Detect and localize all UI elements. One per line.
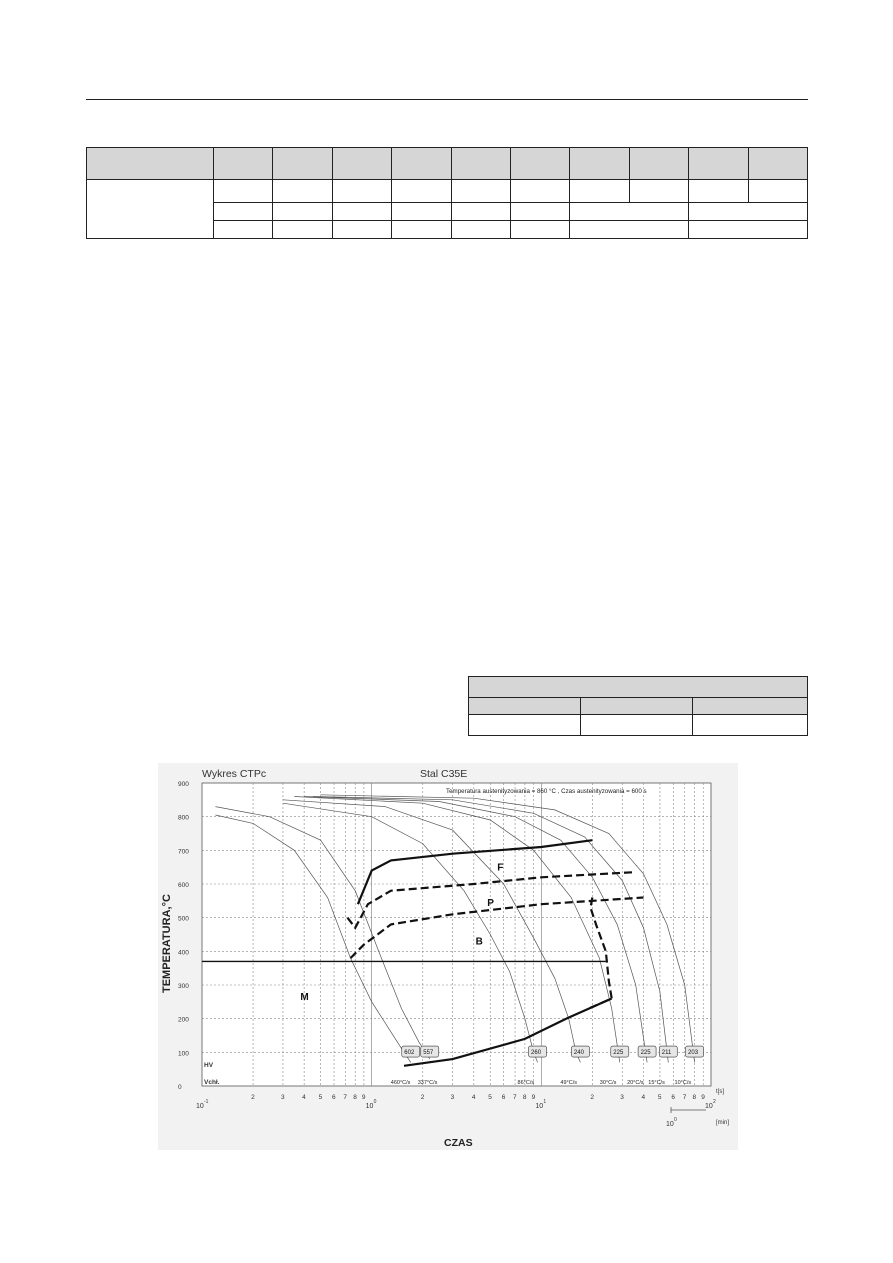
x-axis-label: CZAS: [444, 1137, 473, 1149]
hv-value-label: 557: [423, 1050, 434, 1057]
minutes-scale-exp: 0: [674, 1117, 677, 1123]
table-cell: [451, 221, 510, 239]
x-decade-label: 10: [365, 1103, 374, 1110]
phase-label: M: [300, 992, 309, 1004]
x-tick-label: 3: [620, 1094, 624, 1101]
table-cell: [451, 203, 510, 221]
x-tick-label: 7: [343, 1094, 348, 1101]
hv-value-label: 602: [404, 1050, 415, 1057]
table-row: [469, 715, 808, 736]
chart-title: Wykres CTPc: [202, 768, 267, 780]
table-cell: [689, 203, 808, 221]
ctp-diagram: [158, 763, 738, 1150]
table-cell: [692, 698, 807, 715]
x-decade-exponent: 0: [373, 1099, 377, 1105]
cooling-rate-label: 20°C/s: [627, 1080, 644, 1086]
x-tick-label: 7: [513, 1094, 517, 1101]
minutes-unit: [min]: [716, 1120, 730, 1126]
table-cell: [469, 715, 581, 736]
y-tick-label: 400: [178, 949, 189, 957]
x-tick-label: 6: [332, 1094, 336, 1101]
table-header-row: [469, 677, 808, 698]
table-cell: [273, 203, 332, 221]
x-tick-label: 8: [692, 1094, 697, 1101]
table-header-row: [87, 148, 808, 180]
steel-label: Stal C35E: [420, 768, 468, 780]
phase-label: B: [475, 936, 483, 948]
table-cell: [748, 180, 807, 203]
table-cell: [689, 221, 808, 239]
table-cell: [451, 180, 510, 203]
hv-value-label: 211: [661, 1050, 672, 1057]
hv-value-label: 225: [640, 1050, 651, 1057]
table-cell: [629, 180, 688, 203]
table-cell: [629, 148, 688, 180]
y-tick-label: 900: [178, 781, 189, 788]
hv-value-label: 240: [573, 1050, 584, 1057]
plot-area: [202, 783, 711, 1086]
x-decade-exponent: 2: [713, 1099, 716, 1105]
hv-value-label: 225: [613, 1050, 624, 1057]
table-cell: [570, 221, 689, 239]
x-decade-exponent: -1: [204, 1099, 209, 1105]
x-tick-label: 6: [501, 1094, 506, 1101]
x-tick-label: 6: [671, 1094, 675, 1101]
x-decade-label: 10: [535, 1103, 544, 1110]
y-tick-label: 600: [178, 882, 189, 889]
x-decade-label: 10: [196, 1103, 204, 1110]
y-tick-label: 800: [178, 814, 189, 822]
table-cell: [87, 148, 214, 180]
x-unit-label: t[s]: [716, 1089, 725, 1095]
table-cell: [570, 180, 629, 203]
phase-label: P: [487, 897, 494, 909]
x-tick-label: 2: [251, 1094, 255, 1101]
y-tick-label: 0: [178, 1084, 182, 1091]
x-tick-label: 7: [682, 1094, 687, 1101]
x-tick-label: 5: [318, 1094, 323, 1101]
conditions-label: Temperatura austenityzowania = 860 °C , Czas austenityzowania = 600 s: [446, 788, 647, 795]
table-cell: [748, 148, 807, 180]
table-cell: [214, 148, 273, 180]
x-tick-label: 3: [450, 1094, 455, 1101]
table-cell: [332, 148, 391, 180]
header-rule: [86, 99, 808, 100]
table-cell: [689, 148, 748, 180]
table-cell: [273, 221, 332, 239]
table-cell: [692, 715, 807, 736]
table-cell: [469, 677, 808, 698]
table-cell: [214, 203, 273, 221]
table-cell: [580, 715, 692, 736]
minutes-scale-label: 10: [666, 1121, 674, 1128]
table-cell: [689, 180, 748, 203]
table-cell: [273, 148, 332, 180]
table-cell: [451, 148, 510, 180]
x-tick-label: 4: [302, 1094, 306, 1101]
y-axis-label: TEMPERATURA,°C: [161, 894, 173, 993]
table-cell: [214, 180, 273, 203]
table-cell: [273, 180, 332, 203]
x-decade-label: 10: [705, 1103, 713, 1110]
x-tick-label: 8: [522, 1094, 527, 1101]
table-cell: [510, 203, 569, 221]
x-decade-exponent: 1: [543, 1099, 547, 1105]
table-cell: [510, 148, 569, 180]
cooling-rate-label: 337°C/s: [417, 1080, 438, 1086]
hv-value-label: 203: [688, 1050, 699, 1057]
composition-table: [86, 147, 808, 239]
y-tick-label: 100: [178, 1050, 189, 1058]
table-cell: [392, 221, 451, 239]
y-tick-label: 700: [178, 848, 189, 856]
table-cell: [214, 221, 273, 239]
hv-row-label: HV: [204, 1062, 214, 1069]
hv-value-label: 260: [531, 1050, 542, 1057]
table-row: [87, 180, 808, 203]
x-tick-label: 9: [701, 1094, 705, 1101]
x-tick-label: 3: [280, 1094, 285, 1101]
table-cell: [392, 180, 451, 203]
x-tick-label: 5: [488, 1094, 492, 1101]
table-cell: [510, 180, 569, 203]
cooling-rate-label: 15°C/s: [648, 1080, 665, 1086]
x-tick-label: 4: [641, 1094, 646, 1101]
table-cell: [469, 698, 581, 715]
y-tick-label: 200: [178, 1016, 189, 1024]
cooling-rate-label: 49°C/s: [560, 1080, 578, 1086]
x-tick-label: 8: [353, 1094, 357, 1101]
x-tick-label: 2: [590, 1094, 595, 1101]
cooling-rate-label: 30°C/s: [599, 1080, 617, 1086]
cooling-rate-label: 86°C/s: [517, 1080, 535, 1086]
phase-label: F: [497, 862, 504, 874]
y-tick-label: 500: [178, 915, 189, 923]
cooling-rate-label: 460°C/s: [390, 1080, 411, 1086]
table-cell: [332, 180, 391, 203]
table-cell: [332, 203, 391, 221]
table-cell: [570, 203, 689, 221]
cooling-rate-row-label: Vchł.: [204, 1079, 220, 1086]
table-cell: [332, 221, 391, 239]
properties-table: [468, 676, 808, 736]
x-tick-label: 5: [657, 1094, 662, 1101]
table-cell: [392, 203, 451, 221]
table-cell: [570, 148, 629, 180]
table-cell: [580, 698, 692, 715]
table-cell: [510, 221, 569, 239]
x-tick-label: 9: [531, 1094, 536, 1101]
table-cell: [392, 148, 451, 180]
table-subheader-row: [469, 698, 808, 715]
x-tick-label: 2: [420, 1094, 425, 1101]
x-tick-label: 9: [361, 1094, 366, 1101]
cooling-rate-label: 10°C/s: [674, 1080, 692, 1086]
y-tick-label: 300: [178, 983, 189, 990]
x-tick-label: 4: [471, 1094, 476, 1101]
table-cell: [87, 180, 214, 239]
